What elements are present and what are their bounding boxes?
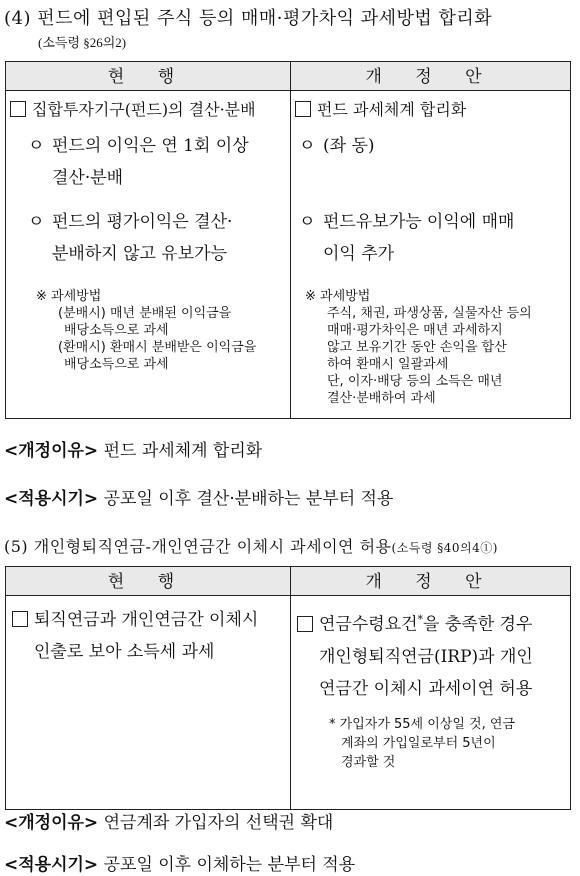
checkbox-icon (10, 101, 26, 117)
section4-reason: <개정이유> 펀드 과세체계 합리화 (4, 441, 263, 461)
section4-title: (4) 펀드에 편입된 주식 등의 매매·평가차익 과세방법 합리화 (4, 8, 493, 29)
proposed-cell (291, 91, 571, 419)
checkbox-icon (12, 611, 28, 627)
section5-table (5, 566, 571, 810)
current-cell (6, 91, 291, 419)
current-row-title: 집합투자기구(펀드)의 결산·분배 (6, 91, 290, 120)
proposed-row-title: 펀드 과세체계 합리화 (291, 91, 570, 120)
section4-ref: (소득령 §26의2) (38, 35, 127, 50)
section5-title: (5) 개인형퇴직연금-개인연금간 이체시 과세이연 허용(소득령 §40의4①) (4, 537, 498, 556)
current-bullet-2: ㅇ 펀드의 평가이익은 결산· 분배하지 않고 유보가능 (6, 206, 290, 270)
checkbox-icon (297, 616, 313, 632)
current-bullet-1: ㅇ 펀드의 이익은 연 1회 이상 결산·분배 (6, 130, 290, 194)
proposed-footnote: * 가입자가 55세 이상일 것, 연금 계좌의 가입일로부터 5년이 경과할 것 (329, 716, 515, 770)
section4-when: <적용시기> 공포일 이후 결산·분배하는 분부터 적용 (4, 489, 394, 509)
reference-mark-icon: ※ (36, 289, 47, 304)
circle-bullet-icon: ㅇ (28, 136, 45, 156)
proposed-text: 연금수령요건*을 충족한 경우 개인형퇴직연금(IRP)과 개인 연금간 이체시 과세이연 허용 (291, 596, 570, 705)
section4-table (5, 61, 571, 419)
proposed-bullet-2: ㅇ 펀드유보가능 이익에 매매 이익 추가 (291, 206, 570, 270)
proposed-note: ※ 과세방법 주식, 채권, 파생상품, 실물자산 등의 매매·평가차익은 매년 과세하지 않고 보유기간 동안 손익을 합산 하여 환매시 일괄과세 단, 이자·배당 등의 소득은 매년 결산·분배하여 과세 (305, 289, 532, 406)
section5-reason: <개정이유> 연금계좌 가입자의 선택권 확대 (4, 813, 334, 833)
current-cell (6, 596, 291, 810)
header-proposed: 개 정 안 (291, 567, 571, 596)
section5-when: <적용시기> 공포일 이후 이체하는 분부터 적용 (4, 855, 356, 875)
proposed-bullet-1: ㅇ (좌 동) (291, 130, 570, 162)
circle-bullet-icon: ㅇ (299, 136, 316, 156)
current-text: 퇴직연금과 개인연금간 이체시 인출로 보아 소득세 과세 (6, 596, 290, 668)
checkbox-icon (295, 101, 311, 117)
header-proposed: 개 정 안 (291, 62, 571, 91)
header-current: 현 행 (6, 62, 291, 91)
current-note: ※ 과세방법 (분배시) 매년 분배된 이익금을 배당소득으로 과세 (환매시) 환매시 분배받은 이익금을 배당소득으로 과세 (36, 289, 257, 372)
proposed-cell (291, 596, 571, 810)
circle-bullet-icon: ㅇ (299, 212, 316, 232)
header-current: 현 행 (6, 567, 291, 596)
circle-bullet-icon: ㅇ (28, 212, 45, 232)
reference-mark-icon: ※ (305, 289, 316, 304)
